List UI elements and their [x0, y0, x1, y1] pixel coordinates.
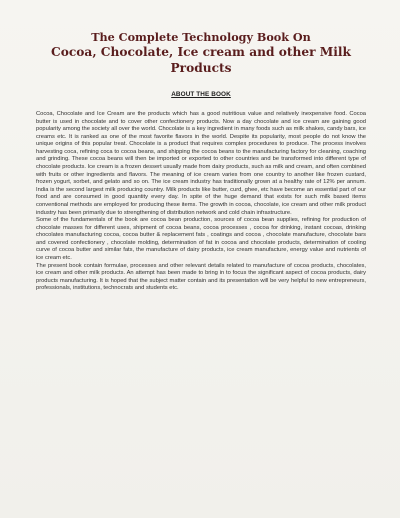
book-title-line-1: The Complete Technology Book On [91, 30, 311, 44]
book-title-line-2: Cocoa, Chocolate, Ice cream and other Milk Products [51, 45, 351, 75]
paragraph-3: The present book contain formulae, processes and other relevant details related to manufacture of cocoa products, chocolates, ice cream and other milk products. An attempt has been made to bring in to focus the significant aspect of cocoa products, dairy products manufacturing. It is hoped that the subject matter contain and its presentation will be very helpful to new entrepreneurs, professionals, institutions, technocrats and students etc. [36, 262, 366, 292]
section-heading: ABOUT THE BOOK [171, 91, 231, 98]
title-block [36, 30, 366, 76]
paragraph-1: Cocoa, Chocolate and Ice Cream are the products which has a good nutritious value and relatively inexpensive food. Cocoa butter is used in chocolate and to cover other confectionery products. Now a day chocolate and ice cream are gaining good popularity among the society all over the world. Chocolate is a key ingredient in many foods such as milk shakes, candy bars, ice creams etc. It is ranked as one of the most favorite flavors in the world. Despite its popularity, most people do not know the unique origins of this popular treat. Chocolate is a product that requires complex procedures to produce. The process involves harvesting coca, refining coca to cocoa beans, and shipping the cocoa beans to the manufacturing factory for cleaning, coaching and grinding. These cocoa beans will then be imported or exported to other countries and be transformed into different type of chocolate products. Ice cream is a frozen dessert usually made from dairy products, such as milk and cream, and often combined with fruits or other ingredients and flavors. The meaning of ice cream varies from one country to another like frozen custard, frozen yogurt, sorbet, and gelato and so on. The ice cream industry has traditionally grown at a healthy rate of 12% per annum. India is the second largest milk producing country. Milk products like butter, curd, ghee, etc have become an essential part of our food and are consumed in good quantity every day. In spite of the huge demand that exists for such milk based items conventional methods are employed for producing these items. The growth in cocoa, chocolate, ice cream and other milk product industry has been primarily due to strengthening of distribution network and cold chain infrastructure. [36, 111, 366, 216]
book-description [36, 111, 366, 293]
paragraph-2: Some of the fundamentals of the book are cocoa bean production, sources of cocoa bean supplies, refining for production of chocolate masses for different uses, shipment of cocoa beans, cocoa processes , cocoa for drinking, instant cocoas, drinking chocolates manufacturing cocoa, cocoa butter & replacement fats , coatings and cocoa , chocolate manufacture, chocolate bars and covered confectionery , chocolate molding, determination of fat in cocoa and chocolate products, determination of cooling curve of cocoa butter and similar fats, the manufacture of dairy products, ice cream manufacture, energy value and nutrients of ice cream etc. [36, 217, 366, 261]
